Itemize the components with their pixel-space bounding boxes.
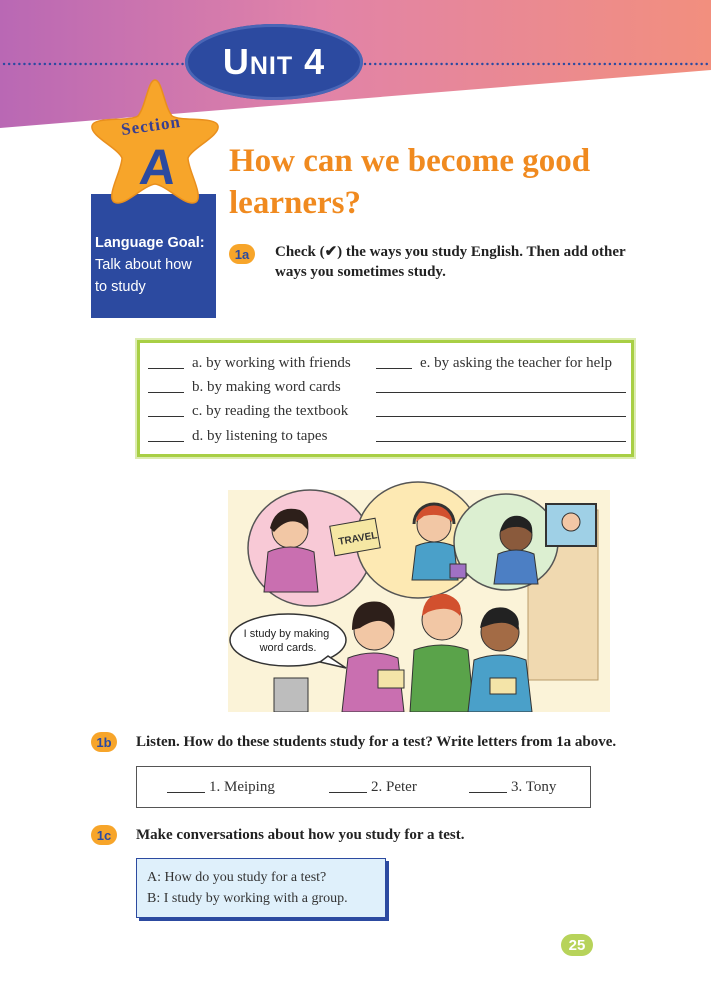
answer-blank[interactable] (148, 430, 184, 447)
extra-answer-line[interactable] (376, 430, 626, 447)
language-goal-box (91, 194, 216, 318)
page-number: 25 (561, 934, 593, 956)
exercise-tag-1c: 1c (91, 825, 117, 845)
answer-blank[interactable] (148, 357, 184, 374)
extra-answer-line[interactable] (376, 405, 626, 422)
exercise-1c-instruction: Make conversations about how you study for a test. (136, 827, 465, 843)
conversation-line: B: I study by working with a group. (147, 891, 348, 906)
section-letter: A (136, 139, 179, 195)
student-item: 2. Peter (371, 779, 417, 795)
list-item: e. by asking the teacher for help (420, 355, 613, 371)
students-illustration (228, 480, 610, 712)
language-goal-text: Talk about how to study (95, 257, 192, 295)
exercise-1a-instruction: Check (✔) the ways you study English. Then add other ways you sometimes study. (275, 244, 626, 280)
student-item: 3. Tony (511, 779, 557, 795)
language-goal-label: Language Goal: (95, 235, 205, 251)
list-item: b. by making word cards (192, 379, 341, 395)
section-word: Section (119, 111, 182, 140)
conversation-box (136, 858, 386, 918)
travel-sign-text: TRAVEL (337, 530, 379, 548)
list-item: d. by listening to tapes (192, 428, 328, 444)
extra-answer-line[interactable] (376, 381, 626, 398)
list-item: c. by reading the textbook (192, 403, 349, 419)
unit-label: Unit 4 (222, 41, 326, 82)
student-item: 1. Meiping (209, 779, 275, 795)
answer-blank[interactable] (167, 781, 205, 798)
exercise-1b-box (136, 766, 591, 808)
exercise-tag-1a: 1a (229, 244, 255, 264)
answer-blank[interactable] (148, 381, 184, 398)
page-title: How can we become good learners? (229, 143, 591, 221)
list-item: a. by working with friends (192, 355, 351, 371)
answer-blank[interactable] (148, 405, 184, 422)
answer-blank[interactable] (329, 781, 367, 798)
answer-blank[interactable] (469, 781, 507, 798)
conversation-line: A: How do you study for a test? (147, 870, 327, 885)
speech-bubble-text: I study by making word cards. (243, 628, 330, 654)
exercise-tag-1b: 1b (91, 732, 117, 752)
exercise-1b-instruction: Listen. How do these students study for a test? Write letters from 1a above. (136, 734, 617, 750)
answer-blank[interactable] (376, 357, 412, 374)
exercise-1a-box (137, 340, 634, 457)
